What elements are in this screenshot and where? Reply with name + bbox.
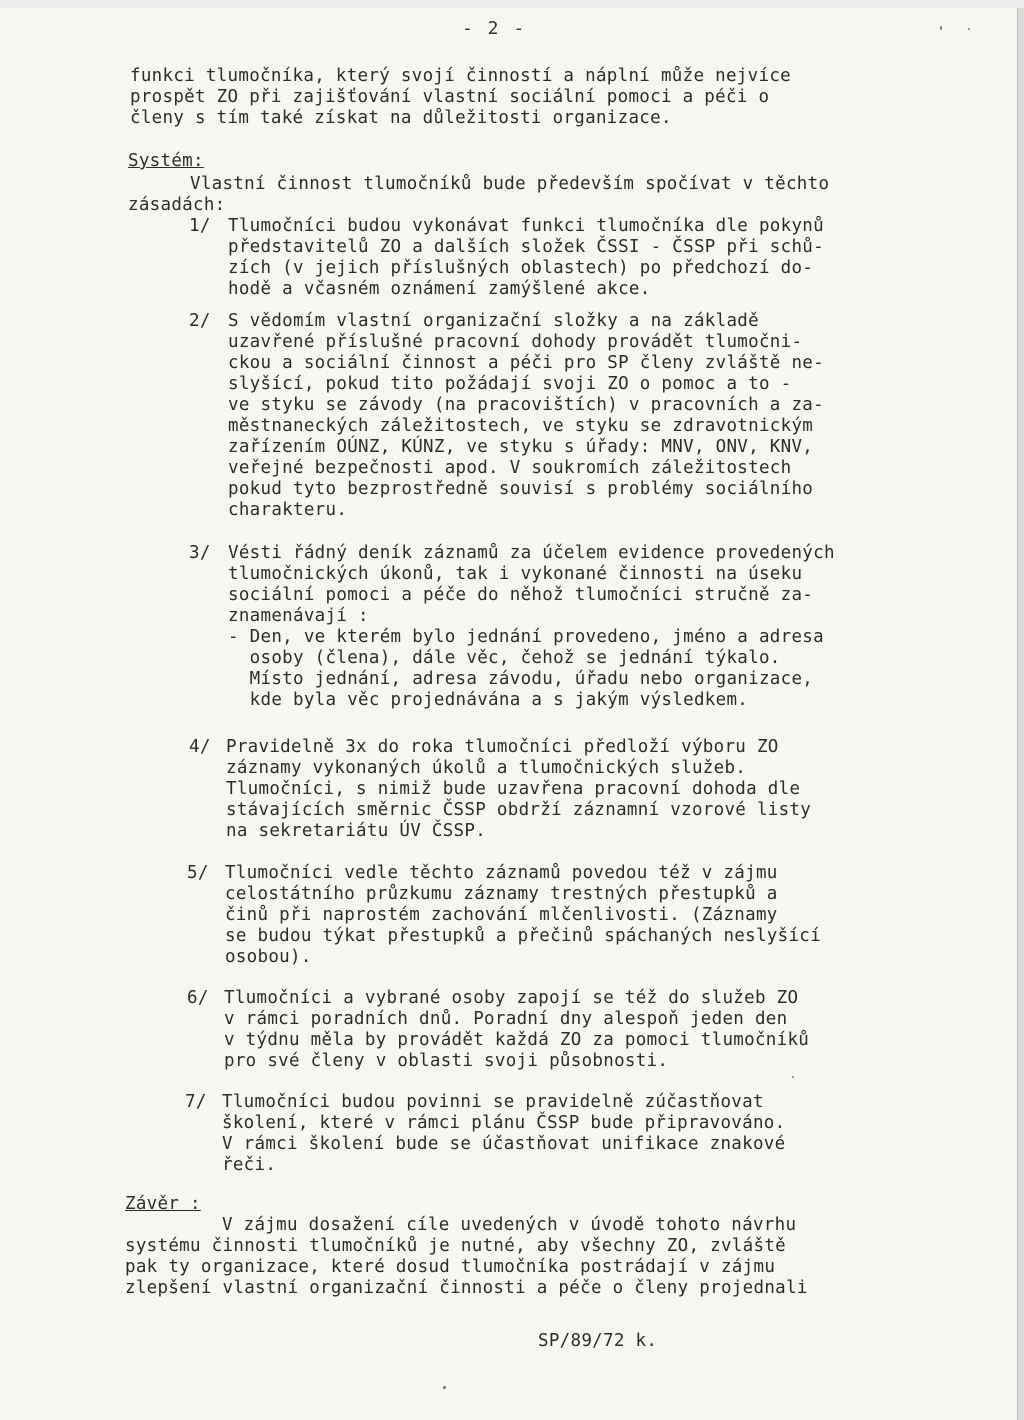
scan-speck — [443, 1386, 446, 1389]
item-text-2: S vědomím vlastní organizační složky a na základě uzavřené příslušné pracovní dohody provádět tlumočni- ckou a sociální činnost a péči pro SP členy zvláště ne- slyšící, pokud tito požádají svoji ZO o pomoc a to - ve styku se závody (na pracovištích) v pracovních a za- městnaneckých záležitostech, ve styku se zdravotnickým zařízením OÚNZ, KÚNZ, ve styku s úřady: MNV, ONV, KNV, veřejné bezpečnosti apod. V soukromích záležitostech pokud tyto bezprostředně souvisí s problémy sociálního charakteru. — [228, 311, 824, 520]
conclusion-paragraph: V zájmu dosažení cíle uvedených v úvodě tohoto návrhu systému činnosti tlumočníků je nutné, aby všechny ZO, zvláště pak ty organizace, které dosud tlumočníka postrádají v zájmu zlepšení vlastní organizační činnosti a péče o členy projednali — [125, 1215, 808, 1298]
item-text-5: Tlumočníci vedle těchto záznamů povedou též v zájmu celostátního průzkumu záznamy trestných přestupků a činů při naprostém zachování mlčenlivosti. (Záznamy se budou týkat přestupků a přečinů spáchaných neslyšící osobou). — [225, 863, 821, 967]
item-text-6: Tlumočníci a vybrané osoby zapojí se též do služeb ZO v rámci poradních dnů. Poradní dny alespoň jeden den v týdnu měla by provádět každá ZO za pomoci tlumočníků pro své členy v oblasti svoji působnosti. — [224, 988, 810, 1071]
item-text-4: Pravidelně 3x do roka tlumočníci předloží výboru ZO záznamy vykonaných úkolů a tlumočnických služeb. Tlumočníci, s nimiž bude uzavřena pracovní dohoda dle stávajících směrnic ČSSP obdrží záznamní vzorové listy na sekretariátu ÚV ČSSP. — [226, 737, 812, 841]
cropped-header-text — [4, 0, 9, 8]
conclusion-heading: Závěr : — [125, 1194, 201, 1214]
item-text-1: Tlumočníci budou vykonávat funkci tlumočníka dle pokynů představitelů ZO a dalších složek ČSSI - ČSSP při schů- zích (v jejich příslušných oblastech) po předchozí do- hodě a včasném oznámení zamýšlené akce. — [228, 216, 824, 299]
item-number-4: 4/ — [189, 737, 211, 757]
item-text-3: Vésti řádný deník záznamů za účelem evidence provedených tlumočnických úkonů, tak i vykonané činnosti na úseku sociální pomoci a péče do něhož tlumočníci stručně za- znamenávají : - Den, ve kterém bylo jednání provedeno, jméno a adresa osoby (člena), dále věc, čehož se jednání týkalo. Místo jednání, adresa závodu, úřadu nebo organizace, kde byla věc projednávána a s jakým výsledkem. — [228, 543, 835, 710]
scan-speck — [968, 28, 970, 30]
document-page — [0, 8, 1017, 1420]
item-number-6: 6/ — [187, 988, 209, 1008]
item-number-5: 5/ — [187, 863, 209, 883]
system-heading: Systém: — [128, 151, 204, 171]
intro-paragraph: funkci tlumočníka, který svojí činností a náplní může nejvíce prospět ZO při zajišťování vlastní sociální pomoci a péči o členy s tím také získat na důležitosti organizace. — [130, 66, 791, 128]
item-number-7: 7/ — [185, 1092, 207, 1112]
item-text-7: Tlumočníci budou povinni se pravidelně zúčastňovat školení, které v rámci plánu ČSSP bude připravováno. V rámci školení bude se účastňovat unifikace znakové řeči. — [222, 1092, 786, 1175]
item-number-3: 3/ — [189, 543, 211, 563]
scan-speck — [940, 26, 942, 30]
scan-speck — [792, 1076, 794, 1078]
item-number-1: 1/ — [189, 216, 211, 236]
footer-reference: SP/89/72 k. — [538, 1331, 658, 1351]
viewer-header-strip — [0, 0, 1024, 8]
system-intro-line: Vlastní činnost tlumočníků bude především spočívat v těchto zásadách: — [128, 174, 830, 215]
item-number-2: 2/ — [189, 311, 211, 331]
page-number: - 2 - — [462, 18, 527, 39]
